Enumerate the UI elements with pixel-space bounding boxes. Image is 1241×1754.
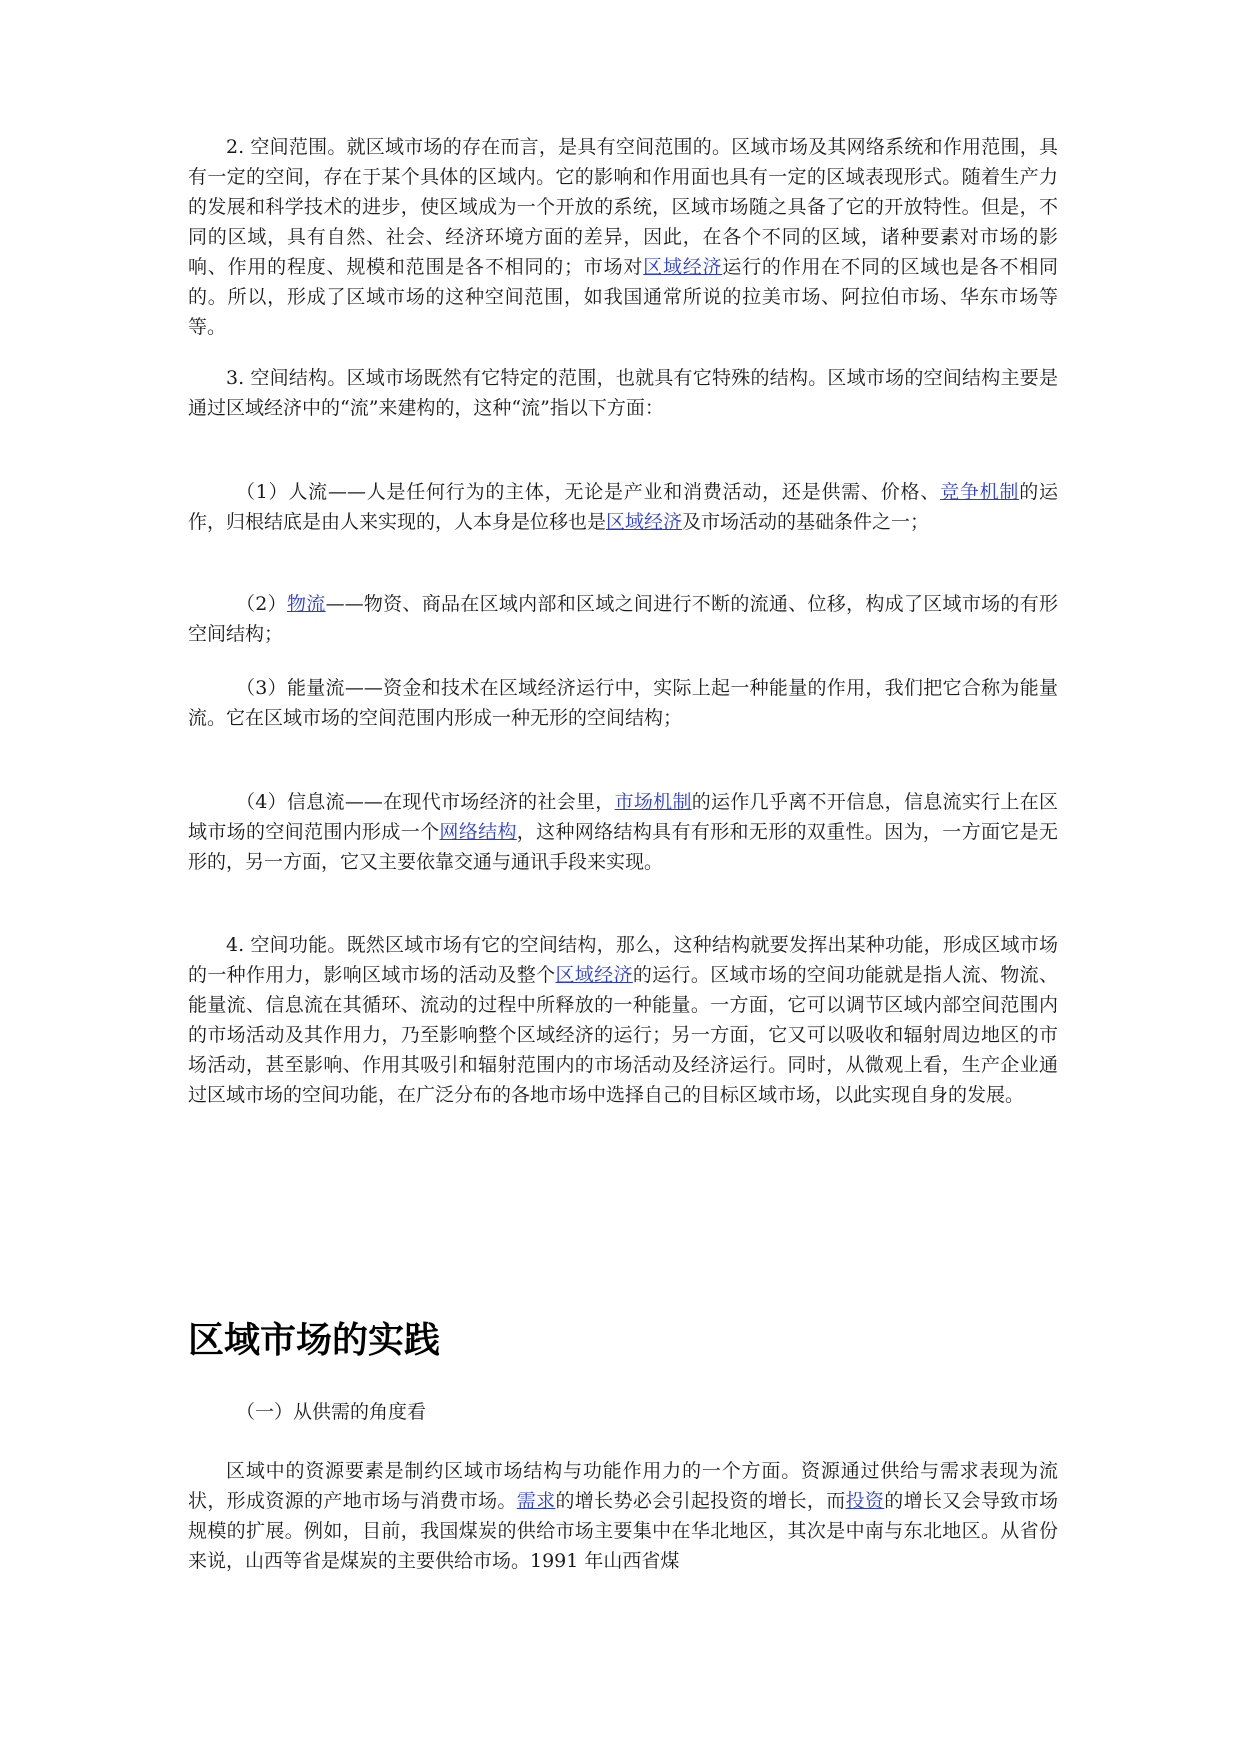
section-heading: 区域市场的实践	[188, 1320, 441, 1361]
paragraph-spatial-scope: 2. 空间范围。就区域市场的存在而言，是具有空间范围的。区域市场及其网络系统和作用范围，具有一定的空间，存在于某个具体的区域内。它的影响和作用面也具有一定的区域表现形式。随着生产力的发展和科学技术的进步，使区域成为一个开放的系统，区域市场随之具备了它的开放特性。但是，不同的区域，具有自然、社会、经济环境方面的差异，因此，在各个不同的区域，诸种要素对市场的影响、作用的程度、规模和范围是各不相同的；市场对区域经济运行的作用在不同的区域也是各不相同的。所以，形成了区域市场的这种空间范围，如我国通常所说的拉美市场、阿拉伯市场、华东市场等等。	[188, 136, 1058, 338]
paragraph-resources: 区域中的资源要素是制约区域市场结构与功能作用力的一个方面。资源通过供给与需求表现为流状，形成资源的产地市场与消费市场。需求的增长势必会引起投资的增长，而投资的增长又会导致市场规模的扩展。例如，目前，我国煤炭的供给市场主要集中在华北地区，其次是中南与东北地区。从省份来说，山西等省是煤炭的主要供给市场。1991 年山西省煤	[188, 1460, 1058, 1572]
paragraph-energy-flow: （3）能量流——资金和技术在区域经济运行中，实际上起一种能量的作用，我们把它合称为能量流。它在区域市场的空间范围内形成一种无形的空间结构；	[188, 677, 1058, 729]
paragraph-information-flow: （4）信息流——在现代市场经济的社会里，市场机制的运作几乎离不开信息，信息流实行上在区域市场的空间范围内形成一个网络结构，这种网络结构具有有形和无形的双重性。因为，一方面它是无形的，另一方面，它又主要依靠交通与通讯手段来实现。	[188, 791, 1058, 873]
paragraph-material-flow: （2）物流——物资、商品在区域内部和区域之间进行不断的流通、位移，构成了区域市场的有形空间结构；	[188, 593, 1058, 645]
link-demand[interactable]: 需求	[516, 1490, 556, 1512]
paragraph-spatial-function: 4. 空间功能。既然区域市场有它的空间结构，那么，这种结构就要发挥出某种功能，形成区域市场的一种作用力，影响区域市场的活动及整个区域经济的运行。区域市场的空间功能就是指人流、物流、能量流、信息流在其循环、流动的过程中所释放的一种能量。一方面，它可以调节区域内部空间范围内的市场活动及其作用力，乃至影响整个区域经济的运行；另一方面，它又可以吸收和辐射周边地区的市场活动，甚至影响、作用其吸引和辐射范围内的市场活动及经济运行。同时，从微观上看，生产企业通过区域市场的空间功能，在广泛分布的各地市场中选择自己的目标区域市场，以此实现自身的发展。	[188, 934, 1058, 1106]
link-regional-economy[interactable]: 区域经济	[606, 511, 683, 533]
link-network-structure[interactable]: 网络结构	[439, 821, 517, 843]
link-investment[interactable]: 投资	[845, 1490, 885, 1512]
link-regional-economy[interactable]: 区域经济	[555, 964, 633, 986]
link-logistics[interactable]: 物流	[286, 593, 326, 615]
paragraph-people-flow: （1）人流——人是任何行为的主体，无论是产业和消费活动，还是供需、价格、竞争机制的运作，归根结底是由人来实现的，人本身是位移也是区域经济及市场活动的基础条件之一；	[188, 481, 1058, 533]
link-competition-mechanism[interactable]: 竞争机制	[940, 481, 1020, 503]
paragraph-spatial-structure: 3. 空间结构。区域市场既然有它特定的范围，也就具有它特殊的结构。区域市场的空间结构主要是通过区域经济中的“流”来建构的，这种“流”指以下方面：	[188, 367, 1058, 419]
link-market-mechanism[interactable]: 市场机制	[614, 791, 692, 813]
link-regional-economy[interactable]: 区域经济	[643, 256, 723, 278]
subsection-heading: （一）从供需的角度看	[236, 1401, 427, 1423]
